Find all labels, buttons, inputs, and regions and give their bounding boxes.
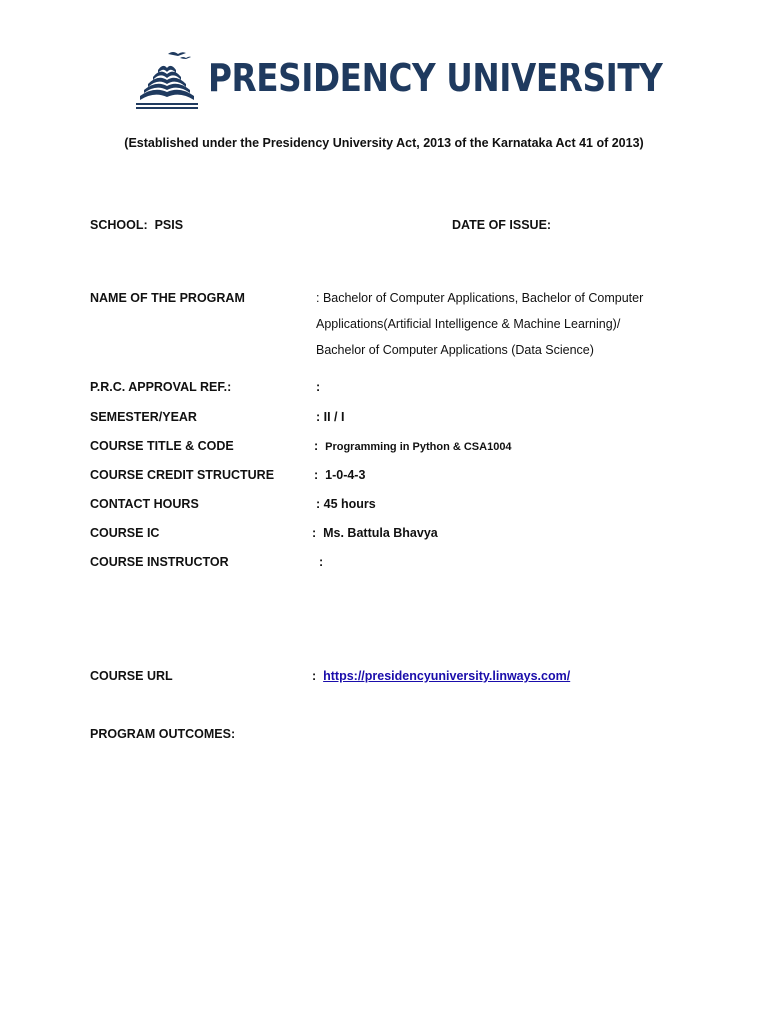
course-instructor-value: : [319, 555, 324, 569]
course-url-value-row [312, 668, 570, 684]
course-url-colon: : [312, 669, 317, 683]
course-ic-value: Ms. Battula Bhavya [323, 526, 438, 540]
semester-value: : II / I [316, 410, 345, 424]
course-ic-value-row [312, 525, 438, 541]
program-value-line-1: : Bachelor of Computer Applications, Bachelor of Computer [316, 291, 644, 305]
credit-structure-value-row [314, 467, 365, 483]
course-title-label: COURSE TITLE & CODE [90, 439, 234, 453]
contact-hours-label: CONTACT HOURS [90, 497, 199, 511]
semester-label: SEMESTER/YEAR [90, 410, 197, 424]
program-label: NAME OF THE PROGRAM [90, 291, 245, 305]
course-title-value-row [314, 438, 512, 455]
course-title-value: Programming in Python & CSA1004 [325, 441, 512, 453]
school-label: SCHOOL: [90, 218, 148, 232]
course-instructor-label: COURSE INSTRUCTOR [90, 555, 229, 569]
course-url-link[interactable]: https://presidencyuniversity.linways.com/ [323, 669, 571, 683]
course-title-colon: : [314, 439, 319, 453]
date-of-issue-label: DATE OF ISSUE: [452, 218, 552, 232]
university-emblem-icon [134, 46, 200, 112]
credit-structure-label: COURSE CREDIT STRUCTURE [90, 468, 275, 482]
contact-hours-value: : 45 hours [316, 497, 376, 511]
program-value-line-2: Applications(Artificial Intelligence & Machine Learning)/ [316, 317, 621, 331]
program-outcomes-heading: PROGRAM OUTCOMES: [90, 727, 236, 741]
course-url-label: COURSE URL [90, 669, 173, 683]
prc-approval-label: P.R.C. APPROVAL REF.: [90, 380, 232, 394]
establishment-note: (Established under the Presidency University Act, 2013 of the Karnataka Act 41 of 2013) [124, 136, 644, 150]
university-name: PRESIDENCY UNIVERSITY [208, 56, 663, 100]
credit-colon: : [314, 468, 319, 482]
credit-structure-value: 1-0-4-3 [325, 468, 366, 482]
course-ic-colon: : [312, 526, 317, 540]
university-logo [134, 46, 663, 116]
school-value: PSIS [154, 218, 184, 232]
course-ic-label: COURSE IC [90, 526, 160, 540]
school-row [90, 217, 183, 233]
prc-approval-value: : [316, 380, 321, 394]
program-value-line-3: Bachelor of Computer Applications (Data Science) [316, 343, 594, 357]
